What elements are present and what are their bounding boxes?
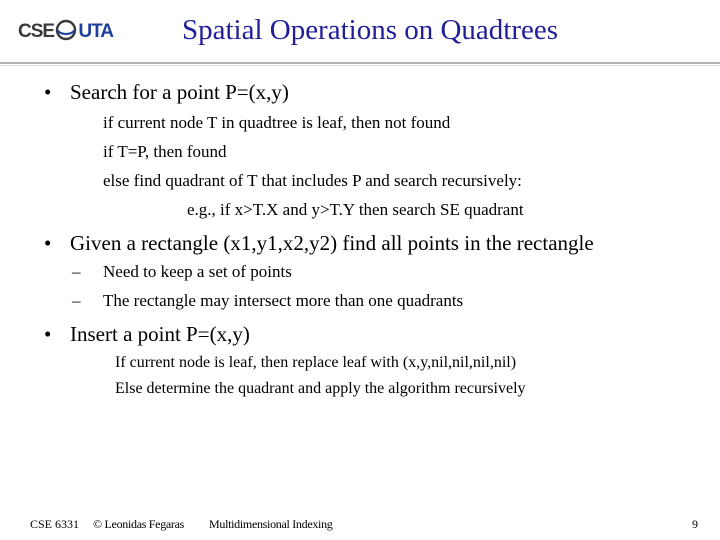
cse-uta-logo <box>18 16 114 44</box>
header-divider <box>0 62 720 64</box>
footer-topic: Multidimensional Indexing <box>209 517 333 531</box>
search-line-2: if T=P, then found <box>103 142 227 161</box>
page-number: 9 <box>692 517 698 531</box>
search-line-4: e.g., if x>T.X and y>T.Y then search SE quadrant <box>187 200 524 219</box>
slide-title: Spatial Operations on Quadtrees <box>181 14 559 46</box>
bullet-rectangle-query <box>44 230 594 256</box>
svg-text:ATU: ATU <box>79 21 114 42</box>
footer-author: © Leonidas Fegaras <box>93 517 185 531</box>
footer-course: CSE 6331 <box>30 517 80 531</box>
svg-text:CSE: CSE <box>18 21 55 42</box>
insert-line-1: If current node is leaf, then replace leaf with (x,y,nil,nil,nil,nil) <box>115 354 517 371</box>
bullet-insert-point <box>44 321 250 347</box>
search-line-3: else find quadrant of T that includes P and search recursively: <box>103 171 522 190</box>
bullet-icon: • <box>44 80 52 104</box>
rectangle-sub-1: Need to keep a set of points <box>103 262 292 281</box>
search-line-1: if current node T in quadtree is leaf, then not found <box>103 113 451 132</box>
dash-icon: – <box>72 262 81 281</box>
rectangle-sub-2: The rectangle may intersect more than one quadrants <box>103 291 464 310</box>
bullet-text: Search for a point P=(x,y) <box>70 80 289 104</box>
bullet-text: Insert a point P=(x,y) <box>70 322 250 346</box>
bullet-text: Given a rectangle (x1,y1,x2,y2) find all points in the rectangle <box>70 231 594 255</box>
insert-line-2: Else determine the quadrant and apply the algorithm recursively <box>115 380 526 397</box>
bullet-icon: • <box>44 231 52 255</box>
header-divider-shadow <box>0 65 720 66</box>
dash-icon: – <box>72 291 81 310</box>
bullet-icon: • <box>44 322 52 346</box>
bullet-search-point <box>44 79 289 105</box>
